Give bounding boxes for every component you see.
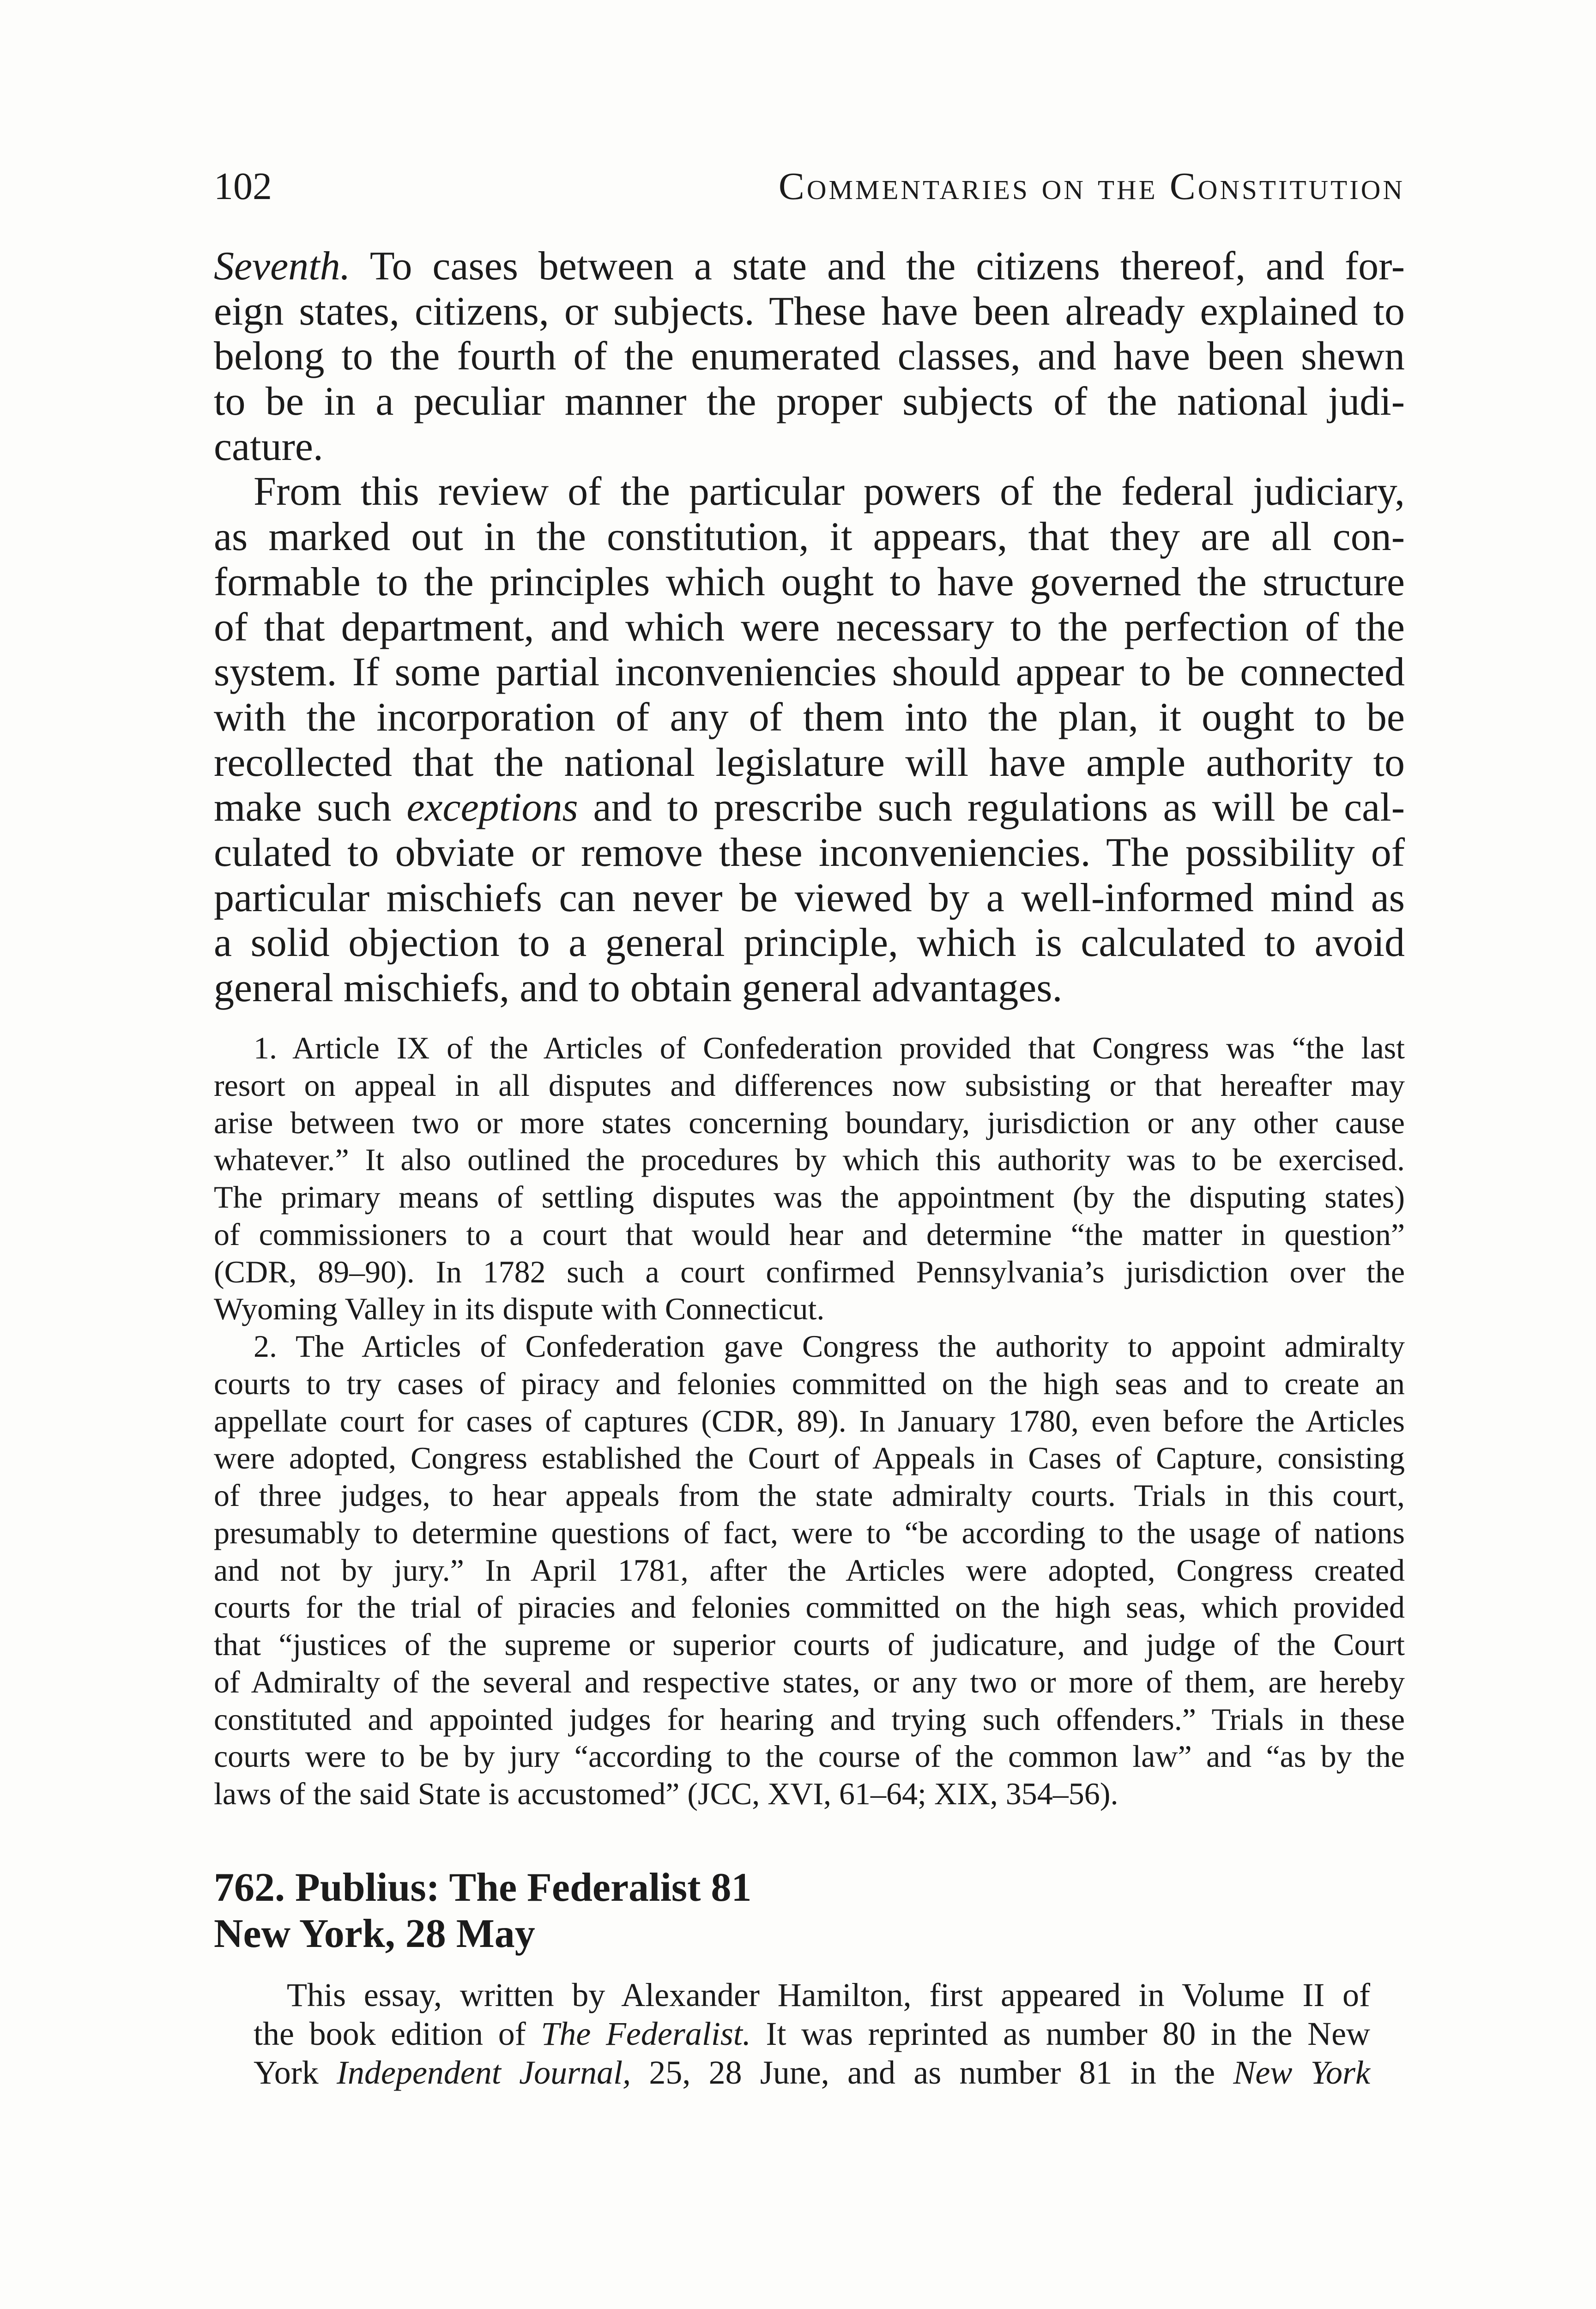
- footnote-line: laws of the said State is accustomed” (JCC, XVI, 61–64; XIX, 354–56).: [214, 1776, 1118, 1811]
- paragraph: [214, 469, 1405, 1010]
- text-line: [214, 785, 1405, 830]
- footnote-line: (CDR, 89–90). In 1782 such a court confirmed Pennsylvania’s jurisdiction over the: [214, 1254, 1405, 1289]
- footnote-line: and not by jury.” In April 1781, after the Articles were adopted, Congress created: [214, 1552, 1405, 1588]
- footnote-line: whatever.” It also outlined the procedures by which this authority was to be exercised.: [214, 1142, 1405, 1178]
- footnote-line: courts to try cases of piracy and felonies committed on the high seas and to create an: [214, 1366, 1405, 1401]
- running-header: [214, 163, 1405, 210]
- text-run: It was reprinted as number 80 in the New: [750, 2015, 1371, 2052]
- text-line: general mischiefs, and to obtain general advantages.: [214, 966, 1063, 1010]
- text-line: belong to the fourth of the enumerated classes, and have been shewn: [214, 334, 1405, 379]
- running-title: Commentaries on the Constitution: [778, 165, 1405, 208]
- text-line: system. If some partial inconveniencies should appear to be connected: [214, 650, 1405, 695]
- text-run: make such: [214, 785, 407, 830]
- text-line: From this review of the particular powers of the federal judiciary,: [254, 469, 1405, 514]
- text-line: [214, 244, 1405, 289]
- footnotes: [214, 1029, 1405, 1813]
- text-line: cature.: [214, 424, 323, 469]
- main-text: [214, 244, 1405, 1011]
- footnote-line: courts were to be by jury “according to the course of the common law” and “as by the: [214, 1739, 1405, 1774]
- footnote-line: appellate court for cases of captures (CDR, 89). In January 1780, even before the Articles: [214, 1403, 1405, 1439]
- footnote-line: Wyoming Valley in its dispute with Connecticut.: [214, 1291, 825, 1327]
- footnote-line: arise between two or more states concerning boundary, jurisdiction or any other cause: [214, 1105, 1405, 1140]
- page-number: 102: [214, 165, 272, 208]
- footnote-line: The primary means of settling disputes was the appointment (by the disputing states): [214, 1179, 1405, 1215]
- footnote-line: resort on appeal in all disputes and differences now subsisting or that hereafter may: [214, 1067, 1405, 1103]
- headnote-line: [254, 2053, 1370, 2092]
- italic-text: Independent Journal,: [337, 2054, 631, 2091]
- footnote-2: [214, 1328, 1405, 1813]
- text-line: recollected that the national legislature will have ample authority to: [214, 740, 1405, 785]
- italic-text: Seventh.: [214, 244, 351, 289]
- italic-text: exceptions: [406, 785, 578, 830]
- italic-text: New York: [1233, 2054, 1371, 2091]
- text-line: formable to the principles which ought to have governed the structure: [214, 559, 1405, 604]
- footnote-line: 1. Article IX of the Articles of Confederation provided that Congress was “the last: [254, 1030, 1405, 1065]
- footnote-line: of commissioners to a court that would hear and determine “the matter in question”: [214, 1216, 1405, 1252]
- document-dateline: New York, 28 May: [214, 1911, 535, 1956]
- text-line: to be in a peculiar manner the proper subjects of the national judi-: [214, 379, 1405, 424]
- footnote-1: [214, 1029, 1405, 1328]
- text-line: a solid objection to a general principle, which is calculated to avoid: [214, 920, 1405, 966]
- text-run: 25, 28 June, and as number 81 in the: [631, 2054, 1233, 2091]
- text-run: York: [254, 2054, 337, 2091]
- text-run: and to prescribe such regulations as will be cal-: [578, 785, 1405, 830]
- footnote-line: were adopted, Congress established the Court of Appeals in Cases of Capture, consisting: [214, 1440, 1405, 1476]
- text-line: of that department, and which were necessary to the perfection of the: [214, 604, 1405, 650]
- italic-text: The Federalist.: [541, 2015, 751, 2052]
- text-run: the book edition of: [254, 2015, 541, 2052]
- paragraph: [214, 244, 1405, 469]
- document-heading: [214, 1865, 1405, 1957]
- footnote-line: 2. The Articles of Confederation gave Congress the authority to appoint admiralty: [254, 1329, 1405, 1364]
- text-line: with the incorporation of any of them into the plan, it ought to be: [214, 695, 1405, 740]
- footnote-line: courts for the trial of piracies and felonies committed on the high seas, which provided: [214, 1590, 1405, 1625]
- headnote: [254, 1976, 1370, 2092]
- headnote-line: This essay, written by Alexander Hamilton, first appeared in Volume II of: [287, 1977, 1370, 2013]
- text-line: as marked out in the constitution, it appears, that they are all con-: [214, 514, 1405, 560]
- text-line: culated to obviate or remove these inconveniencies. The possibility of: [214, 830, 1405, 875]
- footnote-line: that “justices of the supreme or superior courts of judicature, and judge of the Court: [214, 1627, 1405, 1662]
- text-line: particular mischiefs can never be viewed by a well-informed mind as: [214, 875, 1405, 920]
- text-run: To cases between a state and the citizens thereof, and for-: [350, 244, 1405, 289]
- footnote-line: of three judges, to hear appeals from the state admiralty courts. Trials in this court,: [214, 1478, 1405, 1513]
- footnote-line: of Admiralty of the several and respective states, or any two or more of them, are hereby: [214, 1664, 1405, 1699]
- headnote-line: [254, 2014, 1370, 2053]
- text-line: eign states, citizens, or subjects. These have been already explained to: [214, 289, 1405, 334]
- footnote-line: constituted and appointed judges for hearing and trying such offenders.” Trials in these: [214, 1701, 1405, 1737]
- footnote-line: presumably to determine questions of fact, were to “be according to the usage of nations: [214, 1515, 1405, 1550]
- document-title: 762. Publius: The Federalist 81: [214, 1865, 752, 1910]
